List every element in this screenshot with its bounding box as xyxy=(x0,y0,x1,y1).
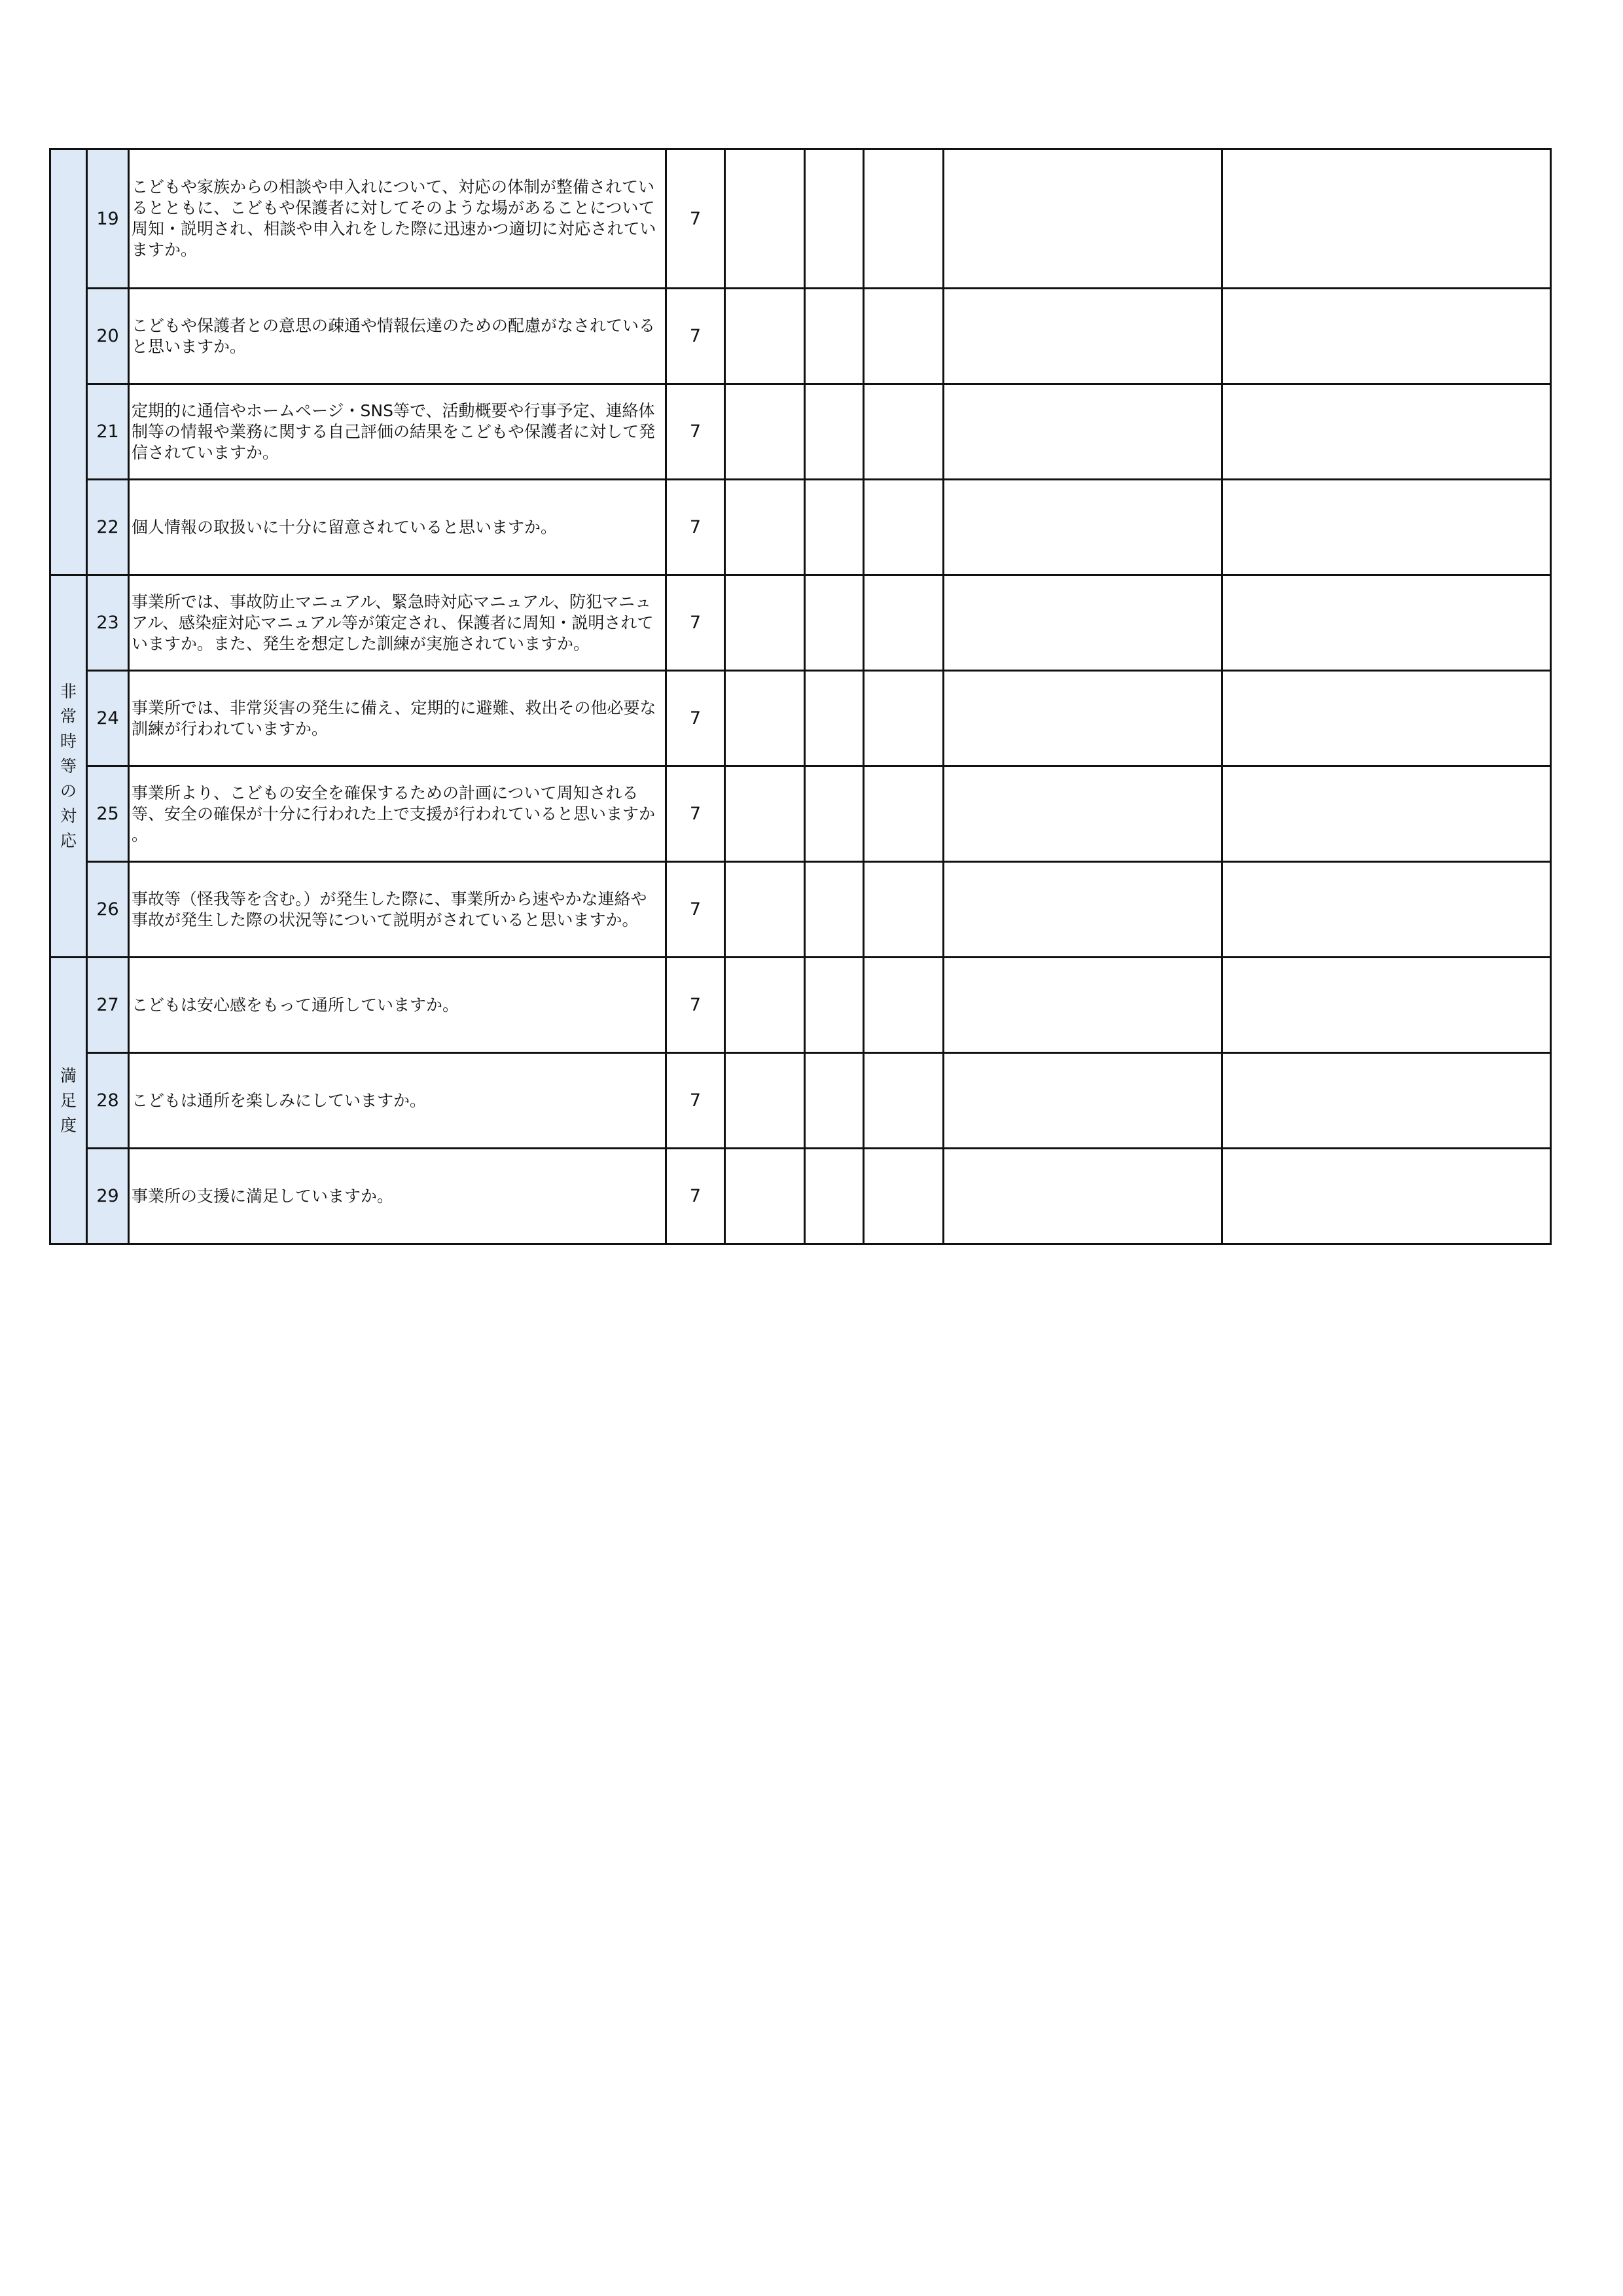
question-number: 21 xyxy=(87,384,129,480)
table-row xyxy=(50,1149,1551,1244)
answer-cell xyxy=(725,1149,805,1244)
question-text: こどもは通所を楽しみにしていますか。 xyxy=(129,1053,666,1149)
answer-cell xyxy=(864,1053,944,1149)
answer-cell xyxy=(725,671,805,766)
answer-cell xyxy=(725,1053,805,1149)
comment-cell xyxy=(944,671,1222,766)
answer-cell xyxy=(864,575,944,671)
answer-cell xyxy=(864,862,944,958)
response-count: 7 xyxy=(666,1149,725,1244)
response-count: 7 xyxy=(666,384,725,480)
answer-cell xyxy=(725,149,805,289)
question-number: 27 xyxy=(87,958,129,1053)
response-cell xyxy=(1222,766,1551,862)
answer-cell xyxy=(864,149,944,289)
table-row xyxy=(50,862,1551,958)
table-row xyxy=(50,958,1551,1053)
response-count: 7 xyxy=(666,289,725,384)
answer-cell xyxy=(725,766,805,862)
table-row xyxy=(50,480,1551,575)
question-text: 事業所より、こどもの安全を確保するための計画について周知される等、安全の確保が十分に行われた上で支援が行われていると思いますか 。 xyxy=(129,766,666,862)
question-number: 29 xyxy=(87,1149,129,1244)
category-label: 非常時等の対応 xyxy=(60,681,77,850)
question-text: 事故等（怪我等を含む。）が発生した際に、事業所から速やかな連絡や事故が発生した際の状況等について説明がされていると思いますか。 xyxy=(129,862,666,958)
question-text: 事業所の支援に満足していますか。 xyxy=(129,1149,666,1244)
comment-cell xyxy=(944,958,1222,1053)
answer-cell xyxy=(725,384,805,480)
answer-cell xyxy=(725,958,805,1053)
category-cell xyxy=(50,958,87,1244)
answer-cell xyxy=(805,766,864,862)
question-text: 定期的に通信やホームページ・SNS等で、活動概要や行事予定、連絡体制等の情報や業務に関する自己評価の結果をこどもや保護者に対して発信されていますか。 xyxy=(129,384,666,480)
answer-cell xyxy=(805,862,864,958)
response-cell xyxy=(1222,149,1551,289)
answer-cell xyxy=(864,766,944,862)
question-text: こどもは安心感をもって通所していますか。 xyxy=(129,958,666,1053)
answer-cell xyxy=(725,289,805,384)
response-count: 7 xyxy=(666,671,725,766)
table-row xyxy=(50,766,1551,862)
comment-cell xyxy=(944,575,1222,671)
answer-cell xyxy=(805,1149,864,1244)
table-row xyxy=(50,149,1551,289)
question-text: 個人情報の取扱いに十分に留意されていると思いますか。 xyxy=(129,480,666,575)
answer-cell xyxy=(864,480,944,575)
comment-cell xyxy=(944,480,1222,575)
answer-cell xyxy=(864,1149,944,1244)
answer-cell xyxy=(864,384,944,480)
question-text: こどもや家族からの相談や申入れについて、対応の体制が整備されているとともに、こどもや保護者に対してそのような場があることについて周知・説明され、相談や申入れをした際に迅速かつ適切に対応されていますか。 xyxy=(129,149,666,289)
comment-cell xyxy=(944,766,1222,862)
comment-cell xyxy=(944,149,1222,289)
response-count: 7 xyxy=(666,766,725,862)
response-count: 7 xyxy=(666,149,725,289)
table-row xyxy=(50,289,1551,384)
question-text: 事業所では、事故防止マニュアル、緊急時対応マニュアル、防犯マニュアル、感染症対応マニュアル等が策定され、保護者に周知・説明されていますか。また、発生を想定した訓練が実施されていますか。 xyxy=(129,575,666,671)
answer-cell xyxy=(805,384,864,480)
response-cell xyxy=(1222,671,1551,766)
table-row xyxy=(50,384,1551,480)
category-label: 満足度 xyxy=(60,1066,77,1135)
response-cell xyxy=(1222,384,1551,480)
table-row xyxy=(50,575,1551,671)
response-count: 7 xyxy=(666,862,725,958)
comment-cell xyxy=(944,1149,1222,1244)
table-row xyxy=(50,1053,1551,1149)
response-count: 7 xyxy=(666,480,725,575)
answer-cell xyxy=(864,671,944,766)
comment-cell xyxy=(944,1053,1222,1149)
question-number: 22 xyxy=(87,480,129,575)
response-cell xyxy=(1222,1053,1551,1149)
response-cell xyxy=(1222,1149,1551,1244)
response-cell xyxy=(1222,480,1551,575)
response-cell xyxy=(1222,289,1551,384)
answer-cell xyxy=(725,480,805,575)
answer-cell xyxy=(725,862,805,958)
answer-cell xyxy=(864,289,944,384)
evaluation-table xyxy=(49,148,1552,1245)
answer-cell xyxy=(805,575,864,671)
response-cell xyxy=(1222,575,1551,671)
category-cell xyxy=(50,575,87,958)
question-number: 20 xyxy=(87,289,129,384)
question-number: 25 xyxy=(87,766,129,862)
response-count: 7 xyxy=(666,575,725,671)
comment-cell xyxy=(944,289,1222,384)
answer-cell xyxy=(805,480,864,575)
question-text: 事業所では、非常災害の発生に備え、定期的に避難、救出その他必要な訓練が行われていますか。 xyxy=(129,671,666,766)
question-number: 24 xyxy=(87,671,129,766)
question-number: 26 xyxy=(87,862,129,958)
answer-cell xyxy=(805,149,864,289)
response-cell xyxy=(1222,862,1551,958)
question-text: こどもや保護者との意思の疎通や情報伝達のための配慮がなされていると思いますか。 xyxy=(129,289,666,384)
answer-cell xyxy=(805,958,864,1053)
question-number: 19 xyxy=(87,149,129,289)
response-count: 7 xyxy=(666,1053,725,1149)
answer-cell xyxy=(805,671,864,766)
comment-cell xyxy=(944,384,1222,480)
response-cell xyxy=(1222,958,1551,1053)
comment-cell xyxy=(944,862,1222,958)
response-count: 7 xyxy=(666,958,725,1053)
answer-cell xyxy=(805,1053,864,1149)
question-number: 28 xyxy=(87,1053,129,1149)
answer-cell xyxy=(725,575,805,671)
question-number: 23 xyxy=(87,575,129,671)
answer-cell xyxy=(864,958,944,1053)
answer-cell xyxy=(805,289,864,384)
category-cell xyxy=(50,149,87,575)
table-row xyxy=(50,671,1551,766)
